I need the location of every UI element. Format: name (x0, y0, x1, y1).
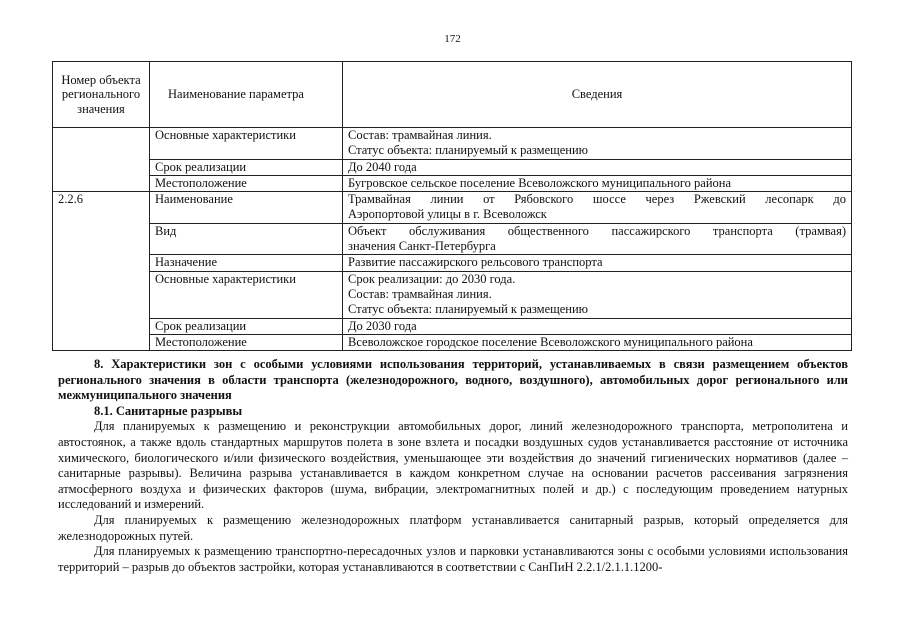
section-8-heading: 8. Характеристики зон с особыми условиями использования территорий, устанавливаемых в связи размещением объектов регионального значения в области транспорта (железнодорожного, водного, воздушного), автомобильных дорог регионального или межмуниципального значения (58, 357, 848, 403)
param-label: Местоположение (150, 175, 343, 191)
param-label: Вид (150, 223, 343, 255)
param-value (343, 271, 852, 318)
header-info: Сведения (343, 62, 852, 128)
value-line: Статус объекта: планируемый к размещению (348, 302, 589, 317)
param-value: Всеволожское городское поселение Всеволожского муниципального района (343, 334, 852, 350)
param-label: Назначение (150, 255, 343, 271)
param-label: Наименование (150, 192, 343, 224)
paragraph: Для планируемых к размещению транспортно-пересадочных узлов и парковки устанавливаются зоны с особыми условиями использования территорий – разрыв до объектов застройки, которая устанавливаются в соответствии с СанПиН 2.2.1/2.1.1.1200- (58, 544, 848, 574)
value-line: Срок реализации: до 2030 года. (348, 271, 516, 286)
table-row (53, 128, 852, 160)
param-value (343, 128, 852, 160)
value-line: значения Санкт-Петербурга (348, 239, 496, 254)
table-row (53, 192, 852, 224)
param-value (343, 223, 852, 255)
table-row (53, 271, 852, 318)
table-row (53, 334, 852, 350)
header-object-number: Номер объекта регионального значения (53, 62, 150, 128)
section-8-1-heading: 8.1. Санитарные разрывы (94, 403, 243, 418)
table-row (53, 223, 852, 255)
param-value: До 2030 года (343, 318, 852, 334)
param-value: Развитие пассажирского рельсового транспорта (343, 255, 852, 271)
value-line: Аэропортовой улицы в г. Всеволожск (348, 207, 547, 222)
param-label: Основные характеристики (150, 271, 343, 318)
table-header-row (53, 62, 852, 128)
table-row (53, 175, 852, 191)
paragraph: Для планируемых к размещению железнодорожных платформ устанавливается санитарный разрыв, который определяется для железнодорожных путей. (58, 512, 848, 543)
value-line: Объект обслуживания общественного пассажирского транспорта (трамвая) (348, 223, 846, 238)
body-text (58, 357, 848, 575)
param-value: Бугровское сельское поселение Всеволожского муниципального района (343, 175, 852, 191)
object-number-cell (53, 128, 150, 192)
param-label: Срок реализации (150, 159, 343, 175)
header-parameter-name: Наименование параметра (150, 62, 343, 128)
param-value (343, 192, 852, 224)
value-line: Состав: трамвайная линия. (348, 128, 492, 142)
object-number-cell: 2.2.6 (53, 192, 150, 351)
page-number: 172 (444, 33, 461, 45)
table-row (53, 318, 852, 334)
table-row (53, 159, 852, 175)
param-label: Основные характеристики (150, 128, 343, 160)
param-label: Срок реализации (150, 318, 343, 334)
table-row (53, 255, 852, 271)
param-label: Местоположение (150, 334, 343, 350)
value-line: Состав: трамвайная линия. (348, 286, 492, 301)
paragraph: Для планируемых к размещению и реконструкции автомобильных дорог, линий железнодорожного транспорта, метрополитена и автостоянок, а также вдоль стандартных маршрутов полета в зоне взлета и посадки воздушных судов устанавливается расстояние от источника химического, биологического и/или физического воздействия, уменьшающее эти воздействия до значений гигиенических нормативов (далее – санитарные разрывы). Величина разрыва устанавливается в каждом конкретном случае на основании расчетов рассеивания загрязнения атмосферного воздуха и физических факторов (шума, вибрации, электромагнитных полей и др.) с последующим проведением натурных исследований и измерений. (58, 419, 848, 512)
value-line: Статус объекта: планируемый к размещению (348, 143, 589, 158)
value-line: Трамвайная линии от Рябовского шоссе через Ржевский лесопарк до (348, 192, 846, 207)
parameters-table (52, 61, 852, 351)
param-value: До 2040 года (343, 159, 852, 175)
